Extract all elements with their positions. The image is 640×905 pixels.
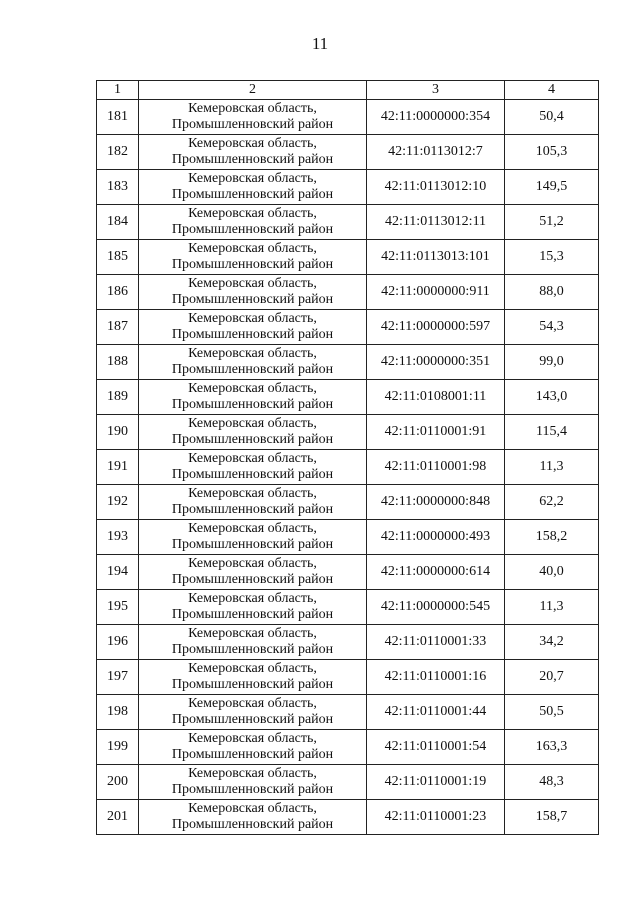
cadastral-number: 42:11:0110001:54 [367,730,505,765]
table-row [97,590,599,625]
address-region: Кемеровская область, [188,206,317,221]
address-cell [139,135,367,170]
address-region: Кемеровская область, [188,276,317,291]
address-district: Промышленновский район [171,117,334,132]
cadastral-number: 42:11:0000000:911 [367,275,505,310]
row-number: 195 [97,590,139,625]
table-row [97,555,599,590]
area-value: 158,2 [505,520,599,555]
table-row [97,660,599,695]
address-cell [139,170,367,205]
cadastral-number: 42:11:0000000:493 [367,520,505,555]
address-cell [139,765,367,800]
address-cell [139,100,367,135]
cadastral-number: 42:11:0000000:545 [367,590,505,625]
area-value: 11,3 [505,450,599,485]
row-number: 201 [97,800,139,835]
address-region: Кемеровская область, [188,521,317,536]
cadastral-number: 42:11:0000000:614 [367,555,505,590]
cadastral-number: 42:11:0110001:23 [367,800,505,835]
area-value: 20,7 [505,660,599,695]
address-district: Промышленновский район [171,572,334,587]
table-row [97,275,599,310]
row-number: 185 [97,240,139,275]
table-header-row [97,81,599,100]
table-row [97,800,599,835]
area-value: 50,4 [505,100,599,135]
row-number: 187 [97,310,139,345]
address-district: Промышленновский район [171,292,334,307]
address-region: Кемеровская область, [188,696,317,711]
cadastral-number: 42:11:0110001:98 [367,450,505,485]
address-district: Промышленновский район [171,712,334,727]
cadastral-number: 42:11:0110001:91 [367,415,505,450]
area-value: 99,0 [505,345,599,380]
address-district: Промышленновский район [171,537,334,552]
area-value: 88,0 [505,275,599,310]
address-cell [139,485,367,520]
address-cell [139,800,367,835]
area-value: 34,2 [505,625,599,660]
address-cell [139,275,367,310]
address-region: Кемеровская область, [188,311,317,326]
address-district: Промышленновский район [171,327,334,342]
row-number: 197 [97,660,139,695]
table-row [97,730,599,765]
cadastral-number: 42:11:0110001:44 [367,695,505,730]
row-number: 189 [97,380,139,415]
address-region: Кемеровская область, [188,171,317,186]
table-row [97,310,599,345]
address-cell [139,730,367,765]
cadastral-number: 42:11:0113012:7 [367,135,505,170]
area-value: 105,3 [505,135,599,170]
table-row [97,765,599,800]
address-region: Кемеровская область, [188,556,317,571]
header-col-2: 2 [139,81,367,100]
area-value: 15,3 [505,240,599,275]
row-number: 181 [97,100,139,135]
address-region: Кемеровская область, [188,661,317,676]
table-row [97,625,599,660]
address-district: Промышленновский район [171,817,334,832]
table-row [97,695,599,730]
address-region: Кемеровская область, [188,801,317,816]
row-number: 198 [97,695,139,730]
area-value: 11,3 [505,590,599,625]
row-number: 199 [97,730,139,765]
address-cell [139,345,367,380]
address-district: Промышленновский район [171,642,334,657]
table-row [97,380,599,415]
table-row [97,170,599,205]
address-region: Кемеровская область, [188,731,317,746]
address-cell [139,415,367,450]
row-number: 188 [97,345,139,380]
table-row [97,485,599,520]
address-cell [139,450,367,485]
address-district: Промышленновский район [171,222,334,237]
cadastral-number: 42:11:0000000:597 [367,310,505,345]
address-region: Кемеровская область, [188,626,317,641]
cadastral-number: 42:11:0113012:10 [367,170,505,205]
row-number: 200 [97,765,139,800]
address-region: Кемеровская область, [188,136,317,151]
row-number: 183 [97,170,139,205]
address-district: Промышленновский район [171,432,334,447]
row-number: 182 [97,135,139,170]
table-row [97,450,599,485]
cadastral-number: 42:11:0000000:351 [367,345,505,380]
row-number: 192 [97,485,139,520]
table-body [97,100,599,835]
address-region: Кемеровская область, [188,241,317,256]
address-district: Промышленновский район [171,187,334,202]
table-row [97,415,599,450]
row-number: 184 [97,205,139,240]
area-value: 40,0 [505,555,599,590]
cadastral-number: 42:11:0110001:16 [367,660,505,695]
property-table [96,80,599,835]
address-district: Промышленновский район [171,747,334,762]
cadastral-number: 42:11:0113012:11 [367,205,505,240]
address-region: Кемеровская область, [188,101,317,116]
cadastral-number: 42:11:0000000:354 [367,100,505,135]
address-region: Кемеровская область, [188,591,317,606]
address-district: Промышленновский район [171,152,334,167]
address-district: Промышленновский район [171,677,334,692]
address-region: Кемеровская область, [188,381,317,396]
row-number: 191 [97,450,139,485]
area-value: 54,3 [505,310,599,345]
area-value: 158,7 [505,800,599,835]
address-cell [139,660,367,695]
area-value: 48,3 [505,765,599,800]
table-row [97,100,599,135]
address-region: Кемеровская область, [188,766,317,781]
address-cell [139,625,367,660]
area-value: 62,2 [505,485,599,520]
table-row [97,520,599,555]
area-value: 143,0 [505,380,599,415]
row-number: 186 [97,275,139,310]
address-cell [139,520,367,555]
cadastral-number: 42:11:0110001:19 [367,765,505,800]
address-district: Промышленновский район [171,502,334,517]
address-district: Промышленновский район [171,257,334,272]
area-value: 149,5 [505,170,599,205]
address-region: Кемеровская область, [188,346,317,361]
address-cell [139,555,367,590]
address-district: Промышленновский район [171,782,334,797]
address-cell [139,695,367,730]
page-number: 11 [311,34,329,53]
area-value: 51,2 [505,205,599,240]
header-col-3: 3 [367,81,505,100]
row-number: 190 [97,415,139,450]
cadastral-number: 42:11:0110001:33 [367,625,505,660]
address-district: Промышленновский район [171,607,334,622]
header-col-4: 4 [505,81,599,100]
address-cell [139,205,367,240]
table-row [97,205,599,240]
area-value: 163,3 [505,730,599,765]
row-number: 194 [97,555,139,590]
table-row [97,345,599,380]
address-region: Кемеровская область, [188,451,317,466]
header-col-1: 1 [97,81,139,100]
cadastral-number: 42:11:0108001:11 [367,380,505,415]
area-value: 50,5 [505,695,599,730]
address-region: Кемеровская область, [188,486,317,501]
table-row [97,135,599,170]
cadastral-number: 42:11:0113013:101 [367,240,505,275]
address-cell [139,240,367,275]
address-district: Промышленновский район [171,362,334,377]
address-cell [139,590,367,625]
table-row [97,240,599,275]
cadastral-number: 42:11:0000000:848 [367,485,505,520]
address-district: Промышленновский район [171,467,334,482]
address-region: Кемеровская область, [188,416,317,431]
address-district: Промышленновский район [171,397,334,412]
row-number: 193 [97,520,139,555]
address-cell [139,310,367,345]
address-cell [139,380,367,415]
row-number: 196 [97,625,139,660]
area-value: 115,4 [505,415,599,450]
